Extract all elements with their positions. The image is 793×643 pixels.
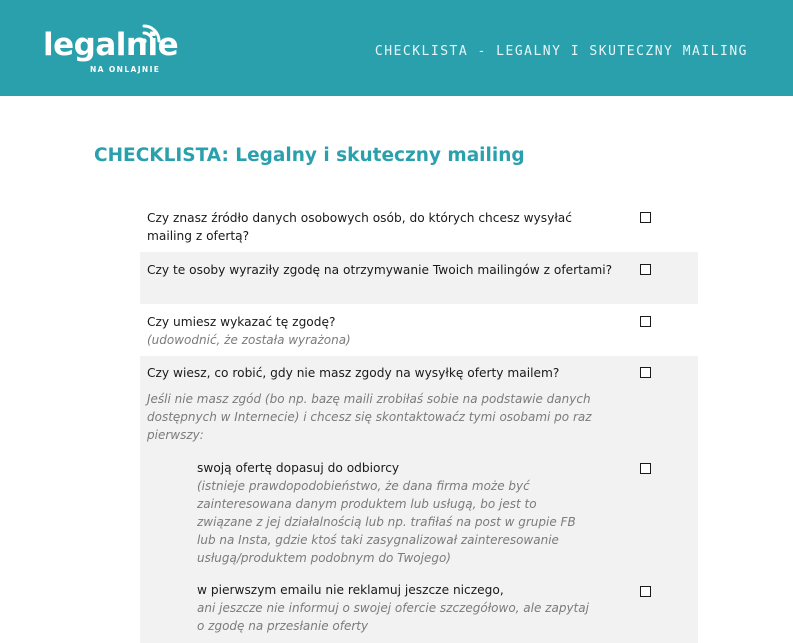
checkbox[interactable] — [640, 264, 651, 275]
checklist-row — [140, 200, 698, 252]
checklist-row — [140, 304, 698, 356]
checklist-note: (udowodnić, że została wyrażona) — [147, 333, 351, 347]
checklist-subitem: swoją ofertę dopasuj do odbiorcy — [197, 461, 400, 475]
document-title: CHECKLISTA: Legalny i skuteczny mailing — [94, 145, 525, 166]
logo-text: legalnie — [43, 27, 179, 63]
checkbox[interactable] — [640, 212, 651, 223]
page-header — [0, 0, 793, 96]
checklist-question: Czy wiesz, co robić, gdy nie masz zgody na wysyłkę oferty mailem? — [147, 366, 560, 380]
checklist-table — [140, 200, 698, 643]
checklist-subitem: w pierwszym emailu nie reklamuj jeszcze niczego, — [197, 583, 504, 597]
checkbox[interactable] — [640, 367, 651, 378]
checkbox[interactable] — [640, 463, 651, 474]
checkbox[interactable] — [640, 316, 651, 327]
logo-subtext: NA ONLAJNIE — [90, 65, 161, 74]
logo — [43, 22, 179, 78]
checkbox[interactable] — [640, 586, 651, 597]
checklist-question: Czy znasz źródło danych osobowych osób, do których chcesz wysyłać mailing z ofertą? — [147, 211, 572, 243]
checklist-note: Jeśli nie masz zgód (bo np. bazę maili zrobiłaś sobie na podstawie danych dostępnych w Internecie) i chcesz się skontaktowaćz tymi osobami po raz pierwszy: — [147, 392, 592, 442]
checklist-question: Czy umiesz wykazać tę zgodę? — [147, 315, 336, 329]
checklist-question: Czy te osoby wyraziły zgodę na otrzymywanie Twoich mailingów z ofertami? — [147, 263, 613, 277]
checklist-subitem-note: ani jeszcze nie informuj o swojej ofercie szczegółowo, ale zapytaj o zgodę na przesłanie oferty — [197, 601, 589, 633]
checklist-row — [140, 356, 698, 643]
checklist-row — [140, 252, 698, 304]
checklist-subitem-note: (istnieje prawdopodobieństwo, że dana firma może być zainteresowana danym produktem lub usługą, bo jest to związane z jej działalnością lub np. trafiłaś na post w grupie FB lub na Insta, gdzie ktoś taki zasygnalizował zainteresowanie usługą/produktem podobnym do Twojego) — [197, 479, 576, 565]
header-title: CHECKLISTA - LEGALNY I SKUTECZNY MAILING — [374, 44, 748, 59]
